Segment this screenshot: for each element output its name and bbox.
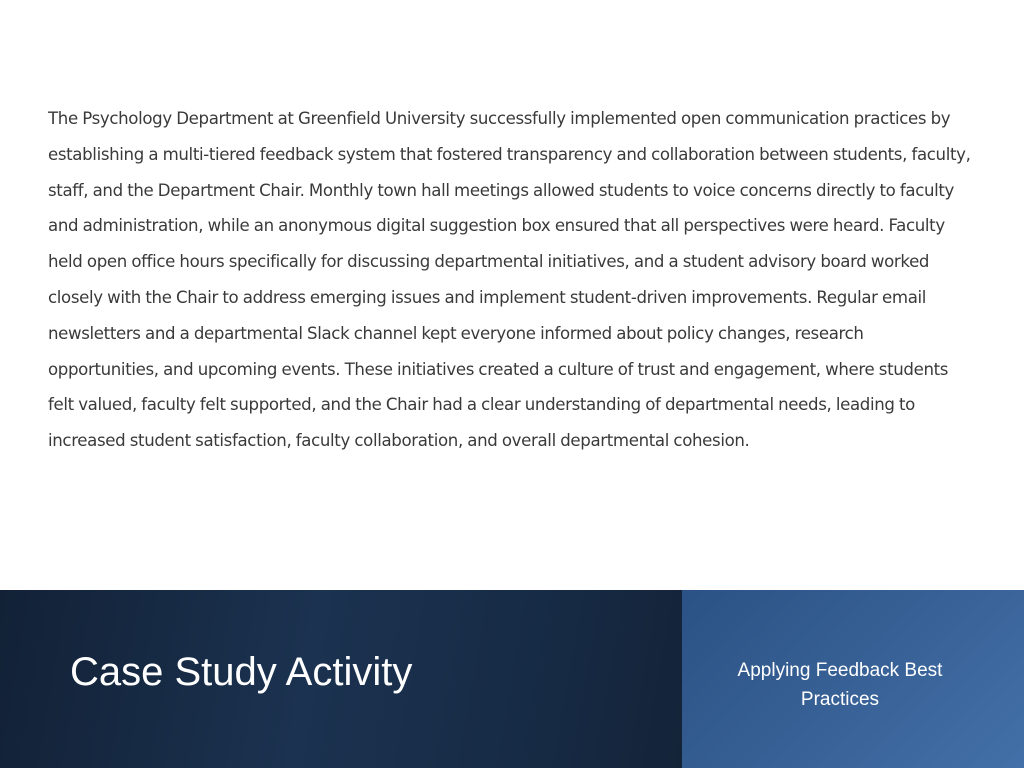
slide-title: Case Study Activity — [70, 650, 413, 694]
slide-subtitle: Applying Feedback Best Practices — [737, 660, 943, 710]
case-study-body-text: The Psychology Department at Greenfield University successfully implemented open communication practices by establishing a multi-tiered feedback system that fostered transparency and collaboration between students, faculty, staff, and the Department Chair. Monthly town hall meetings allowed students to voice concerns directly to faculty and administration, while an anonymous digital suggestion box ensured that all perspectives were heard. Faculty held open office hours specifically for discussing departmental initiatives, and a student advisory board worked closely with the Chair to address emerging issues and implement student-driven improvements. Regular email newsletters and a departmental Slack channel kept everyone informed about policy changes, research opportunities, and upcoming events. These initiatives created a culture of trust and engagement, where students felt valued, faculty felt supported, and the Chair had a clear understanding of departmental needs, leading to increased student satisfaction, faculty collaboration, and overall departmental cohesion. — [48, 109, 971, 451]
